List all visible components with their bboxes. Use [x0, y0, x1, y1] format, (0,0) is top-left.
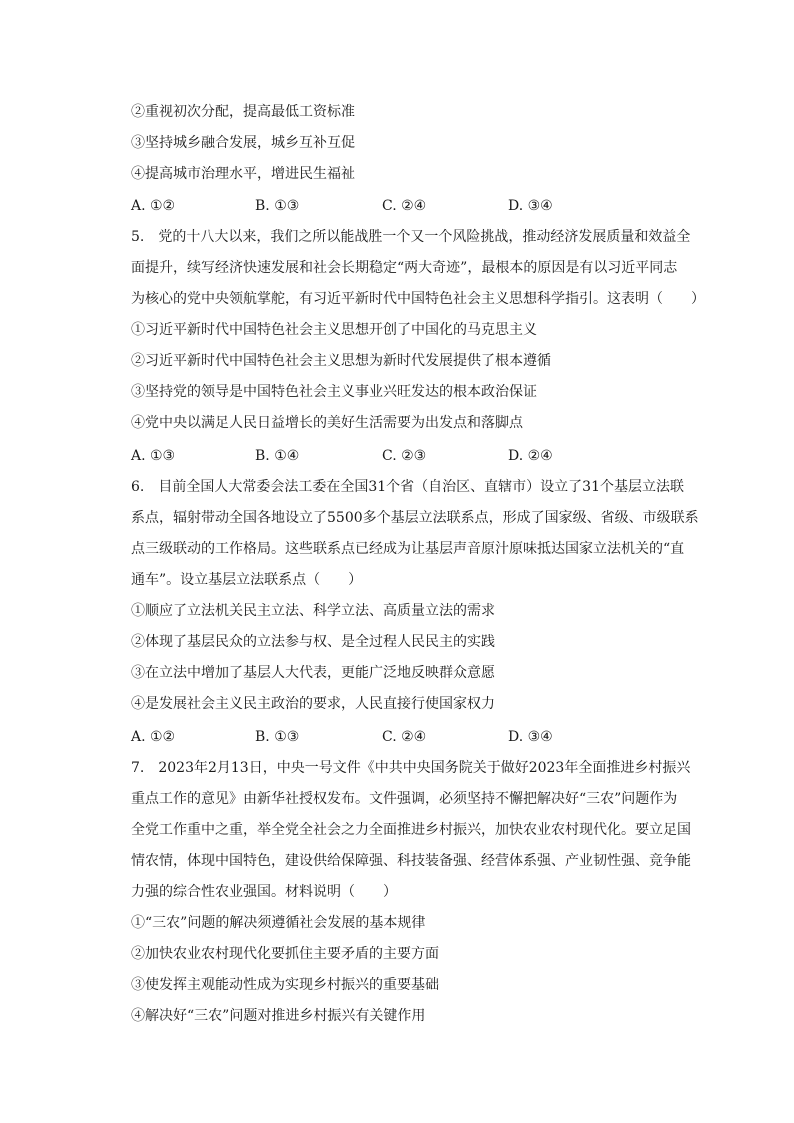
q6-stem: [131, 472, 699, 596]
q5-option-4: ④党中央以满足人民日益增长的美好生活需要为出发点和落脚点: [131, 415, 523, 431]
q4-choice-a[interactable]: A. ①②: [131, 198, 176, 214]
q7-option-2: ②加快农业农村现代化要抓住主要矛盾的主要方面: [131, 946, 439, 962]
q7-stem: [131, 753, 691, 908]
q4-choice-d[interactable]: D. ③④: [508, 198, 553, 214]
q4-option-2: ②重视初次分配，提高最低工资标准: [131, 104, 355, 120]
q5-stem-line: 为核心的党中央领航掌舵，有习近平新时代中国特色社会主义思想科学指引。这表明（ ）: [131, 291, 705, 307]
q6-choice-c[interactable]: C. ②④: [382, 729, 427, 745]
q7-stem-line: 力强的综合性农业强国。材料说明（ ）: [131, 884, 397, 900]
q6-option-1: ①顺应了立法机关民主立法、科学立法、高质量立法的需求: [131, 603, 495, 619]
q5-stem-line: 面提升，续写经济快速发展和社会长期稳定“两大奇迹”，最根本的原因是有以习近平同志: [131, 260, 678, 276]
q7-stem-line: 7. 2023年2月13日，中央一号文件《中共中央国务院关于做好2023年全面推进乡村振兴: [131, 760, 691, 776]
q6-stem-line: 通车”。设立基层立法联系点（ ）: [131, 572, 363, 588]
q6-choice-a[interactable]: A. ①②: [131, 729, 176, 745]
q7-stem-line: 全党工作重中之重，举全党全社会之力全面推进乡村振兴，加快农业农村现代化。要立足国: [131, 822, 691, 838]
q6-choice-d[interactable]: D. ③④: [508, 729, 553, 745]
q5-choice-c[interactable]: C. ②③: [382, 448, 427, 464]
q7-stem-line: 情农情，体现中国特色，建设供给保障强、科技装备强、经营体系强、产业韧性强、竞争能: [131, 853, 691, 869]
q5-stem: [131, 222, 705, 315]
q6-stem-line: 点三级联动的工作格局。这些联系点已经成为让基层声音原汁原味抵达国家立法机关的“直: [131, 541, 685, 557]
q4-choice-b[interactable]: B. ①③: [255, 198, 300, 214]
q5-choice-b[interactable]: B. ①④: [255, 448, 300, 464]
q5-choice-d[interactable]: D. ②④: [508, 448, 553, 464]
q6-stem-line: 6. 目前全国人大常委会法工委在全国31个省（自治区、直辖市）设立了31个基层立法联: [131, 479, 684, 495]
q4-option-4: ④提高城市治理水平，增进民生福祉: [131, 166, 355, 182]
q6-option-3: ③在立法中增加了基层人大代表，更能广泛地反映群众意愿: [131, 665, 495, 681]
q5-option-3: ③坚持党的领导是中国特色社会主义事业兴旺发达的根本政治保证: [131, 384, 537, 400]
q7-option-1: ①“三农”问题的解决须遵循社会发展的基本规律: [131, 915, 426, 931]
q6-option-4: ④是发展社会主义民主政治的要求，人民直接行使国家权力: [131, 696, 495, 712]
q7-stem-line: 重点工作的意见》由新华社授权发布。文件强调，必须坚持不懈把解决好“三农”问题作为: [131, 791, 678, 807]
q5-option-2: ②习近平新时代中国特色社会主义思想为新时代发展提供了根本遵循: [131, 353, 551, 369]
q5-choice-a[interactable]: A. ①③: [131, 448, 176, 464]
q6-choice-b[interactable]: B. ①③: [255, 729, 300, 745]
q5-option-1: ①习近平新时代中国特色社会主义思想开创了中国化的马克思主义: [131, 322, 537, 338]
q4-choice-c[interactable]: C. ②④: [382, 198, 427, 214]
q5-stem-line: 5. 党的十八大以来，我们之所以能战胜一个又一个风险挑战，推动经济发展质量和效益全: [131, 229, 691, 245]
q6-option-2: ②体现了基层民众的立法参与权、是全过程人民民主的实践: [131, 634, 495, 650]
q7-option-4: ④解决好“三农”问题对推进乡村振兴有关键作用: [131, 1008, 426, 1024]
q7-option-3: ③使发挥主观能动性成为实现乡村振兴的重要基础: [131, 977, 439, 993]
q4-option-3: ③坚持城乡融合发展，城乡互补互促: [131, 135, 355, 151]
q6-stem-line: 系点，辐射带动全国各地设立了5500多个基层立法联系点，形成了国家级、省级、市级联系: [131, 510, 699, 526]
